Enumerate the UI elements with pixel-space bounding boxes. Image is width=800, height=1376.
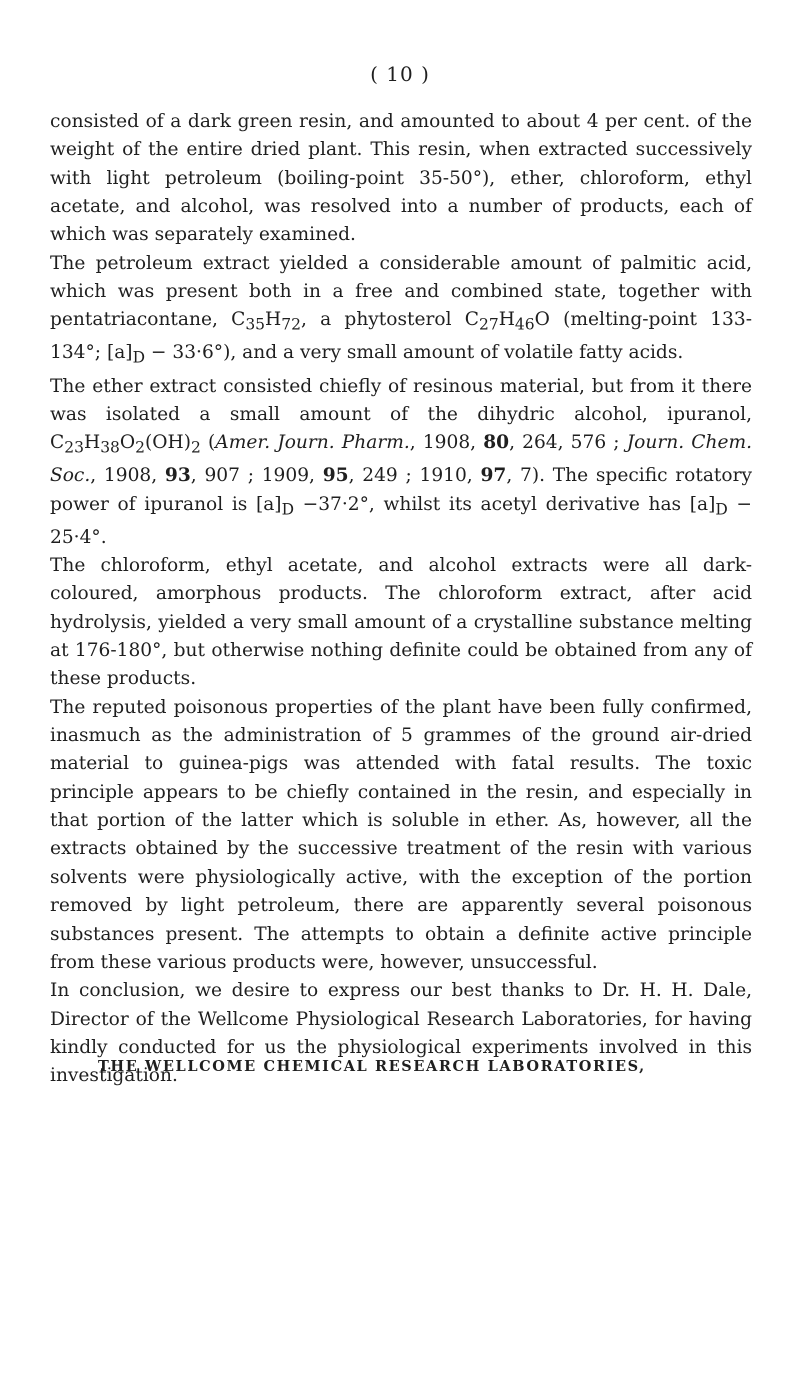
body-text bbox=[50, 108, 752, 1091]
paragraph-ether-extract: The ether extract consisted chiefly of resinous material, but from it there was isolated a small amount of the dihydric alcohol, ipuranol, $C_{23}H_{38}O_2(OH)_2$ (Amer. Journ. Pharm., 1908, 80, 264, 576 ; Journ. Chem. Soc., 1908, 93, 907 ; 1909, 95, 249 ; 1910, 97, 7). The specific rotatory power of ipuranol is $[a]_D -37\cdot 2^\circ$, whilst its acetyl derivative has $[a]_D - 25\cdot 4^\circ$. bbox=[50, 375, 753, 548]
paragraph-poisonous-properties: The reputed poisonous properties of the plant have been fully confirmed, inasmuch as the administration of 5 grammes of the ground air-dried material to guinea-pigs was attended with fatal results. The toxic principle appears to be chiefly contained in the resin, and especially in that portion of the latter which is soluble in ether. As, however, all the extracts obtained by the successive treatment of the resin with various solvents were physiologically active, with the exception of the portion removed by light petroleum, there are apparently several poisonous substances present. The attempts to obtain a definite active principle from these various products were, however, unsuccessful. bbox=[50, 696, 752, 973]
paragraph-other-extracts: The chloroform, ethyl acetate, and alcohol extracts were all dark-coloured, amorphous products. The chloroform extract, after acid hydrolysis, yielded a very small amount of a crystalline substance melting at 176-180°, but otherwise nothing definite could be obtained from any of these products. bbox=[50, 555, 752, 690]
paragraph-resin: consisted of a dark green resin, and amounted to about 4 per cent. of the weight of the entire dried plant. This resin, when extracted successively with light petroleum (boiling-point 35-50°), ether, chloroform, ethyl acetate, and alcohol, was resolved into a number of products, each of which was separately examined. bbox=[50, 111, 752, 246]
paragraph-petroleum-extract: The petroleum extract yielded a considerable amount of palmitic acid, which was present both in a free and combined state, together with pentatriacontane, $C_{35}H_{72}$, a phytosterol $C_{27}H_{46}O$ (melting-point 133-134°; $[a]_D - 33\cdot 6^\circ$), and a very small amount of volatile fatty acids. bbox=[50, 252, 753, 368]
page-number: ( 10 ) bbox=[370, 62, 430, 86]
citation-journ-chem-soc: Journ. Chem. Soc. bbox=[50, 432, 752, 487]
institution-footer: THE WELLCOME CHEMICAL RESEARCH LABORATORIES, bbox=[98, 1058, 646, 1075]
citation-amer-journ-pharm: Amer. Journ. Pharm. bbox=[215, 432, 410, 454]
paragraph-acknowledgement: In conclusion, we desire to express our best thanks to Dr. H. H. Dale, Director of the Wellcome Physiological Research Laboratories, for having kindly conducted for us the physiological experiments involved in this investigation. bbox=[50, 980, 752, 1087]
